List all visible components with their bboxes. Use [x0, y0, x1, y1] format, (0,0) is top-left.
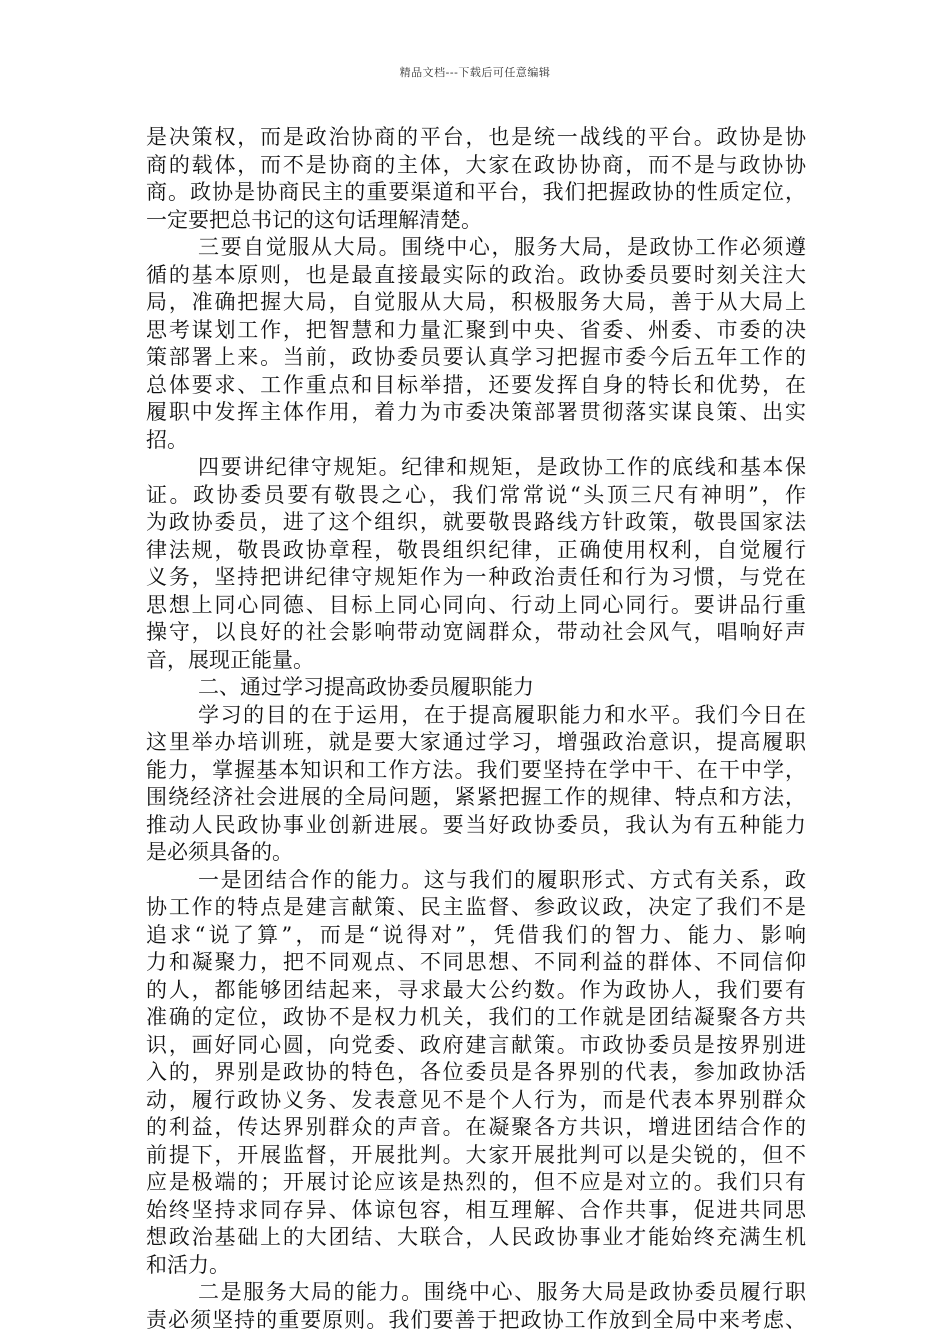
text-line: 前提下，开展监督，开展批判。大家开展批判可以是尖锐的，但不: [146, 1142, 806, 1167]
page-header: 精品文档---下载后可任意编辑: [399, 66, 551, 79]
document-body: [146, 124, 806, 1334]
text-line: 思考谋划工作，把智慧和力量汇聚到中央、省委、州委、市委的决: [146, 317, 806, 342]
text-line: 二、通过学习提高政协委员履职能力: [198, 675, 534, 699]
text-line: 局，准确把握大局，自觉服从大局，积极服务大局，善于从大局上: [146, 290, 806, 314]
text-line: 责必须坚持的重要原则。我们要善于把政协工作放到全局中来考虑、: [146, 1307, 806, 1332]
text-line: 识，画好同心圆，向党委、政府建言献策。市政协委员是按界别进: [146, 1032, 806, 1057]
text-line: 学习的目的在于运用，在于提高履职能力和水平。我们今日在: [198, 702, 806, 727]
text-line: 一定要把总书记的这句话理解清楚。: [146, 207, 482, 232]
text-line: 追求“说了算”，而是“说得对”，凭借我们的智力、能力、影响: [146, 922, 806, 947]
text-line: 思想上同心同德、目标上同心同向、行动上同心同行。要讲品行重: [146, 592, 806, 617]
text-line: 音，展现正能量。: [146, 647, 314, 672]
text-line: 律法规，敬畏政协章程，敬畏组织纪律，正确使用权利，自觉履行: [146, 537, 806, 562]
text-line: 一是团结合作的能力。这与我们的履职形式、方式有关系，政: [198, 867, 806, 892]
text-line: 义务，坚持把讲纪律守规矩作为一种政治责任和行为习惯，与党在: [146, 565, 806, 589]
text-line: 这里举办培训班，就是要大家通过学习，增强政治意识，提高履职: [146, 730, 806, 754]
text-line: 力和凝聚力，把不同观点、不同思想、不同利益的群体、不同信仰: [146, 950, 806, 974]
text-line: 为政协委员，进了这个组织，就要敬畏路线方针政策，敬畏国家法: [146, 510, 806, 534]
text-line: 证。政协委员要有敬畏之心，我们常常说“头顶三尺有神明”，作: [146, 482, 806, 507]
text-line: 始终坚持求同存异、体谅包容，相互理解、合作共事，促进共同思: [146, 1197, 806, 1222]
text-line: 动，履行政协义务、发表意见不是个人行为，而是代表本界别群众: [146, 1087, 806, 1112]
text-line: 推动人民政协事业创新进展。要当好政协委员，我认为有五种能力: [146, 812, 806, 837]
text-line: 策部署上来。当前，政协委员要认真学习把握市委今后五年工作的: [146, 345, 806, 369]
text-line: 的利益，传达界别群众的声音。在凝聚各方共识，增进团结合作的: [146, 1115, 806, 1139]
text-line: 准确的定位，政协不是权力机关，我们的工作就是团结凝聚各方共: [146, 1005, 806, 1029]
text-line: 是必须具备的。: [146, 840, 293, 864]
text-line: 三要自觉服从大局。围绕中心，服务大局，是政协工作必须遵: [198, 235, 806, 259]
text-line: 商的载体，而不是协商的主体，大家在政协协商，而不是与政协协: [146, 152, 806, 177]
text-line: 履职中发挥主体作用，着力为市委决策部署贯彻落实谋良策、出实: [146, 400, 806, 424]
text-line: 协工作的特点是建言献策、民主监督、参政议政，决定了我们不是: [146, 895, 806, 919]
text-line: 的人，都能够团结起来，寻求最大公约数。作为政协人，我们要有: [146, 977, 806, 1002]
text-line: 二是服务大局的能力。围绕中心、服务大局是政协委员履行职: [198, 1280, 806, 1304]
text-line: 能力，掌握基本知识和工作方法。我们要坚持在学中干、在干中学，: [146, 757, 806, 782]
text-line: 商。政协是协商民主的重要渠道和平台，我们把握政协的性质定位，: [146, 180, 806, 204]
text-line: 招。: [146, 427, 188, 452]
text-line: 入的，界别是政协的特色，各位委员是各界别的代表，参加政协活: [146, 1060, 806, 1084]
text-line: 总体要求、工作重点和目标举措，还要发挥自身的特长和优势，在: [146, 372, 806, 397]
text-line: 围绕经济社会进展的全局问题，紧紧把握工作的规律、特点和方法，: [146, 785, 806, 809]
text-line: 和活力。: [146, 1252, 230, 1277]
text-line: 想政治基础上的大团结、大联合，人民政协事业才能始终充满生机: [146, 1225, 806, 1249]
text-line: 四要讲纪律守规矩。纪律和规矩，是政协工作的底线和基本保: [198, 455, 806, 479]
text-line: 应是极端的；开展讨论应该是热烈的，但不应是对立的。我们只有: [146, 1170, 806, 1194]
text-line: 循的基本原则，也是最直接最实际的政治。政协委员要时刻关注大: [146, 262, 806, 287]
text-line: 是决策权，而是政治协商的平台，也是统一战线的平台。政协是协: [146, 125, 806, 149]
text-line: 操守，以良好的社会影响带动宽阔群众，带动社会风气，唱响好声: [146, 620, 806, 644]
